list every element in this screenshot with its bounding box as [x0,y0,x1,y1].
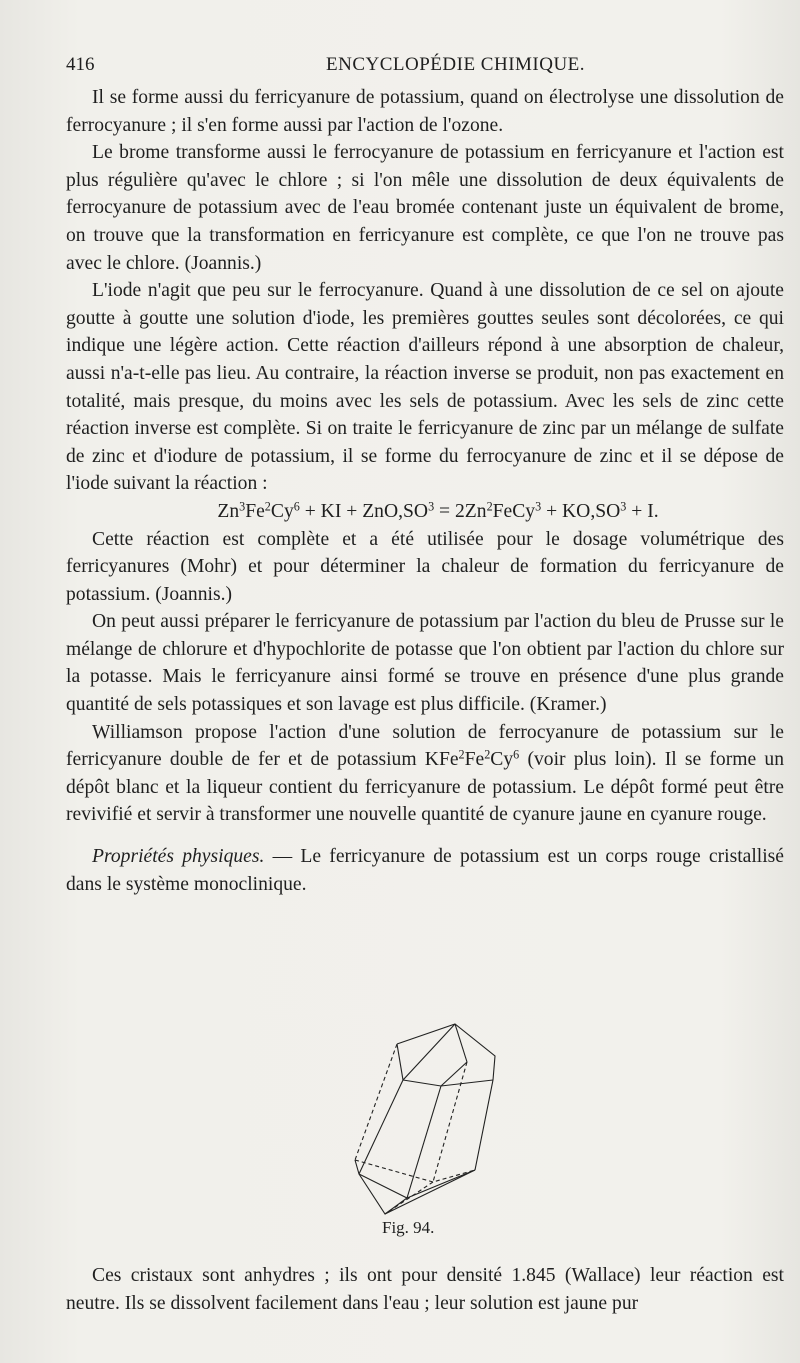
crystal-figure [345,1022,515,1227]
running-title: ENCYCLOPÉDIE CHIMIQUE. [326,54,586,75]
paragraph-crystals: Ces cristaux sont anhydres ; ils ont pour densité 1.845 (Wallace) leur réaction est neutre. Ils se dissolvent facilement dans l'eau ; leur solution est jaune pur [66,1265,784,1314]
page-header [66,50,784,80]
monoclinic-crystal-drawing [345,1022,515,1222]
page-number: 416 [66,54,95,75]
paragraph-williamson: Williamson propose l'action d'une solution de ferrocyanure de potassium sur le ferricyanure double de fer et de potassium KFe$^2$Fe$^2$Cy$^6$ (voir plus loin). Il se forme un dépôt blanc et la liqueur contient du ferricyanure de potassium. Le dépôt formé peut être revivifié et servir à transformer une nouvelle quantité de cyanure jaune en cyanure rouge. [66,721,784,826]
paragraph-reaction-complete: Cette réaction est complète et a été utilisée pour le dosage volumétrique des ferricyanures (Mohr) et pour déterminer la chaleur de formation du ferricyanure de potassium. (Joannis.) [66,528,784,605]
figure-caption: Fig. 94. [382,1218,435,1237]
main-text [66,84,784,898]
paragraph-iodine: L'iode n'agit que peu sur le ferrocyanure. Quand à une dissolution de ce sel on ajoute goutte à goutte une solution d'iode, les premières gouttes seules sont décolorées, ce qui indique une légère action. Cette réaction d'ailleurs répond à une absorption de chaleur, aussi n'a-t-elle pas lieu. Au contraire, la réaction inverse se produit, non pas exactement en totalité, mais presque, du moins avec les sels de potassium. Avec les sels de zinc cette réaction inverse est complète. Si on traite le ferricyanure de zinc par un mélange de sulfate de zinc et d'iodure de potassium, il se forme du ferrocyanure de zinc et il se dépose de l'iode suivant la réaction : [66,280,784,495]
paragraph-prussian-blue: On peut aussi préparer le ferricyanure de potassium par l'action du bleu de Prusse sur le mélange de chlorure et d'hypochlorite de potasse que l'on obtient par l'action du chlore sur la potasse. Mais le ferricyanure ainsi formé se trouve en présence d'une plus grande quantité de sels potassiques et son lavage est plus difficile. (Kramer.) [66,611,784,716]
reaction-formula: $Zn^3Fe^2Cy^6$ + KI + $ZnO,SO^3$ = $2Zn^2FeCy^3 + KO,SO^3 + I$. [217,499,659,522]
paragraph-bromine: Le brome transforme aussi le ferrocyanure de potassium en ferricyanure et l'action est plus régulière qu'avec le chlore ; si l'on mêle une dissolution de deux équivalents de ferrocyanure de potassium avec de l'eau bromée contenant juste un équivalent de brome, on trouve que la transformation en ferricyanure est complète, ce que l'on ne trouve pas avec le chlore. (Joannis.) [66,142,784,274]
paragraph-electrolysis: Il se forme aussi du ferricyanure de potassium, quand on électrolyse une dissolution de ferrocyanure ; il s'en forme aussi par l'action de l'ozone. [66,87,784,136]
paragraph-physical-properties: Propriétés physiques. — Le ferricyanure de potassium est un corps rouge cristallisé dans le système monoclinique. [66,846,784,895]
section-heading: Propriétés physiques. [92,846,265,868]
continuation-text [66,1262,784,1317]
